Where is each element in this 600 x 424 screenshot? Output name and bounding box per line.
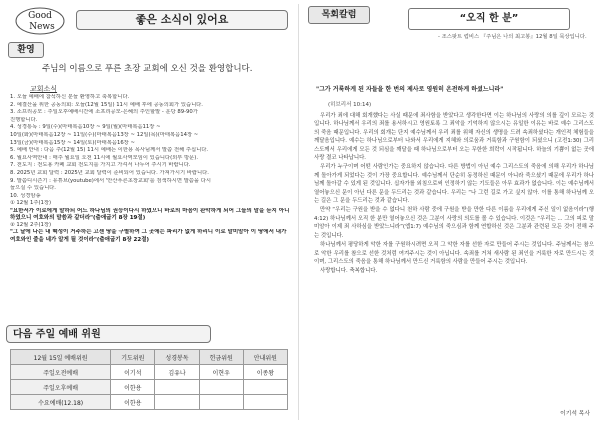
verse2-ref: ② 12월 2주(1장) xyxy=(10,221,52,228)
news-column xyxy=(6,4,292,420)
column-paragraph: 만약 “우리는 구원을 받을 수 없다니 천하 사람 중에 구원을 받을 만한 다른 이름을 우리에게 주신 일이 없음이라”(행4:12) 하나님께서 오직 한 분만 열어놓으신 것은 그분이 사랑의 의도를 볼 수 있습니다. 이것은 “우리는 ... 그의 피로 말미암아 이제 죄 사하심을 받았느니라”(엡1:7) 예수님의 죽으심과 함께 연합하신 것은 그분과 관련된 모든 것이 전해 주는 것입니다. xyxy=(314,207,594,239)
table-cell xyxy=(155,380,199,395)
verse2-text: "그 날에 나는 내 백성이 거주하는 고센 땅을 구별하여 그 곳에는 파리가 없게 하리니 이로 말미암아 이 땅에서 내가 여호와인 줄을 네가 알게 될 것이라"(출애굽기 8장 22절) xyxy=(10,229,287,243)
good-news-logo-icon xyxy=(14,6,66,36)
logo-line1: Good xyxy=(28,11,52,21)
table-cell: 주일오후예배 xyxy=(11,380,111,395)
worship-duty-table xyxy=(10,349,288,410)
table-cell xyxy=(199,380,243,395)
table-cell: 수요예배(12.18) xyxy=(11,395,111,410)
verse-label: 10. 성경암송 xyxy=(10,192,41,199)
table-cell: 김유나 xyxy=(155,365,199,380)
news-item: 5. 예배 안내 : 다음 주(12월 15) 11시 예배는 이한용 목사님께서 말씀 전해 주십니다. xyxy=(10,147,209,154)
logo-line2: News xyxy=(29,22,55,32)
table-header-row xyxy=(11,350,288,365)
table-row xyxy=(11,365,288,380)
news-list xyxy=(10,94,292,244)
table-cell: 이기석 xyxy=(111,365,155,380)
news-item: 8. 2025년 교회 달력 : 2025년 교회 달력이 준비되어 있습니다. 가져가시기 바랍니다. xyxy=(10,169,209,176)
table-header: 기도위원 xyxy=(111,350,155,365)
table-header: 12월 15일 예배위원 xyxy=(11,350,111,365)
column-signature: 이기석 목사 xyxy=(560,411,590,417)
verse1-ref: ① 12월 1주(1장) xyxy=(10,200,52,207)
column-title: 목회칼럼 xyxy=(308,6,370,24)
good-news-logo xyxy=(14,6,66,36)
worship-committee-title: 다음 주일 예배 위원 xyxy=(6,325,211,343)
table-header: 성경봉독 xyxy=(155,350,199,365)
news-banner: 좋은 소식이 있어요 xyxy=(76,10,288,30)
news-item: 1. 오늘 예배에 참석하신 분들 환영하고 축복합니다. xyxy=(10,94,130,100)
news-item: 3. 소프리공모 : 주일오후예배시간에 소프리공모-은혜의 주인할말 - 운당 89-90가 xyxy=(10,109,198,116)
news-item: 2. 예결산을 위한 공동의회: 오늘(12월 15일) 11시 예배 후에 공동의회가 있습니다. xyxy=(10,101,203,108)
news-item: 6. 월요사역안내 : 매주 월요일 오전 11시에 월요사역모임이 있습니다(외부 방문). xyxy=(10,154,199,161)
column-paragraph: 사랑합니다. 축복합니다. xyxy=(320,268,378,275)
table-cell xyxy=(243,395,287,410)
column-quote: "그가 거룩하게 된 자들을 한 번의 제사로 영원히 온전하게 하셨느니라" xyxy=(316,86,504,93)
news-item: 4. 성경통독 : 9일(수)(마태복음10장 ~ 9일(월)(마태복음11장 ~ xyxy=(10,124,161,131)
column-citation: (히브리서 10:14) xyxy=(328,102,372,108)
column-headline: “오직 한 분” xyxy=(408,8,570,30)
welcome-text: 주님의 이름으로 푸른 초장 교회에 오신 것을 환영합니다. xyxy=(42,64,253,74)
column-divider xyxy=(298,4,299,420)
news-item: 9. 말씀디시즌기 : 유튜브(youtube)에서 '안산푸른초장교회'를 검색하시면 말씀을 다시 xyxy=(10,177,211,184)
table-row xyxy=(11,380,288,395)
news-item: 진행합니다. xyxy=(10,116,38,123)
table-row xyxy=(11,395,288,410)
table-cell xyxy=(199,395,243,410)
table-cell xyxy=(155,395,199,410)
table-cell: 이한용 xyxy=(111,395,155,410)
news-item: 7. 전도지 : 전도용 카페 교회 전도지를 가지고 가셔서 나누어 주시기 바랍니다. xyxy=(10,162,191,169)
table-cell xyxy=(243,380,287,395)
column-paragraph: 우리가 죄에 대해 회개했다는 사실 때문에 죄사함을 받았다고 생각한다면 이는 하나님의 사랑의 의를 깊이 모르는 것입니다. 하나님께서 우리의 죄를 용서하시고 영원토록 그 죄악을 기억하지 않으시는 유일한 이유는 바로 예수 그리스도의 죽음 때문입니다. 우리의 회개는 단지 예수님께서 우리 죄를 위해 자신의 생명을 드려 속죄하셨다는 개인적 체험들을 깨달음입니다. 예수는 하나님으로부터 나와서 우리에게 지혜와 의로움과 거룩함과 구원함이 되셨으니 (고전1:30) 그리스도께서 우리에게 모든 것 되심을 깨달을 때 하나님으로부터 오는 무한한 희락이 시작됩니다. 하늘의 기쁨이 없는 곳에 사랑 결코 나타납니다. xyxy=(314,113,594,162)
table-header: 헌금위원 xyxy=(199,350,243,365)
table-cell: 이종왕 xyxy=(243,365,287,380)
welcome-tag: 환영 xyxy=(8,42,44,58)
table-cell: 주일오전예배 xyxy=(11,365,111,380)
column-paragraph: 하나님께서 평당하게 악한 자를 구원하시려면 오직 그 악한 자를 선한 자로 만들어 주시는 것입니다. 주님께서는 참으로 악한 우리를 참으로 선한 것처럼 여겨주시는 것이 아닙니다. 속죄를 거쳐 새사람 된 죄인을 거룩한 자로 만드시는 것이며, 그리스도의 죽음을 통해 하나님께서 만드신 거룩함의 사람을 만들어 주시는 것입니다. xyxy=(314,242,594,265)
table-header: 안내위원 xyxy=(243,350,287,365)
table-cell: 이한용 xyxy=(111,380,155,395)
column-source: - 조스팟트 럽비스 『주님은 나의 최고봉』12월 8일 묵상입니다. xyxy=(438,34,587,40)
column-paragraph: 우리가 누구이며 어떤 사람인가는 중요하지 않습니다. 다른 방법이 아닌 예수 그리스도의 죽음에 의해 우리가 하나님께 돌아가게 되었다는 것이 가장 중요합니다. 예수님께서 단순히 동정하신 때문이 아니라 죽으셨기 때문에 우리가 하나님께 돌아갈 수 있게 된 것입니다. 십자가를 외침으로써 인정하기 않는 기도들은 아무 효과가 없습니다. 이는 예수님께서 열어놓으신 문이 아닌 다른 문을 두드리는 것과 같습니다. 우리는 “나 그런 길로 가고 싶지 않아. 이를 통해 하나님께 오는 길은 그 문을 두드리는 것과 같습니다. xyxy=(314,164,594,205)
news-item: 들으실 수 있습니다. xyxy=(10,185,56,192)
news-item: 10일(화)(마태복음12장 ~ 11일(수)(마태복음13장 ~ 12일(목)(마태복음14장 ~ xyxy=(10,131,199,138)
news-item: 13일(금)(마태복음15장 ~ 14일(토)(마태복음16장 ~ xyxy=(10,139,135,146)
verse1-text: "요한서가 이로에게 말하되 어느 하나님의 권능이다시 하였으니 바로의 마음이 완악하게 되어 그들의 말을 듣지 아니하였으니 여호와의 말씀과 같더라"(출애굽기 8장 19절) xyxy=(10,207,290,221)
column-body xyxy=(314,112,594,277)
pastor-column xyxy=(308,4,596,420)
table-cell: 이현우 xyxy=(199,365,243,380)
news-section-title: 교회소식 xyxy=(30,85,58,93)
